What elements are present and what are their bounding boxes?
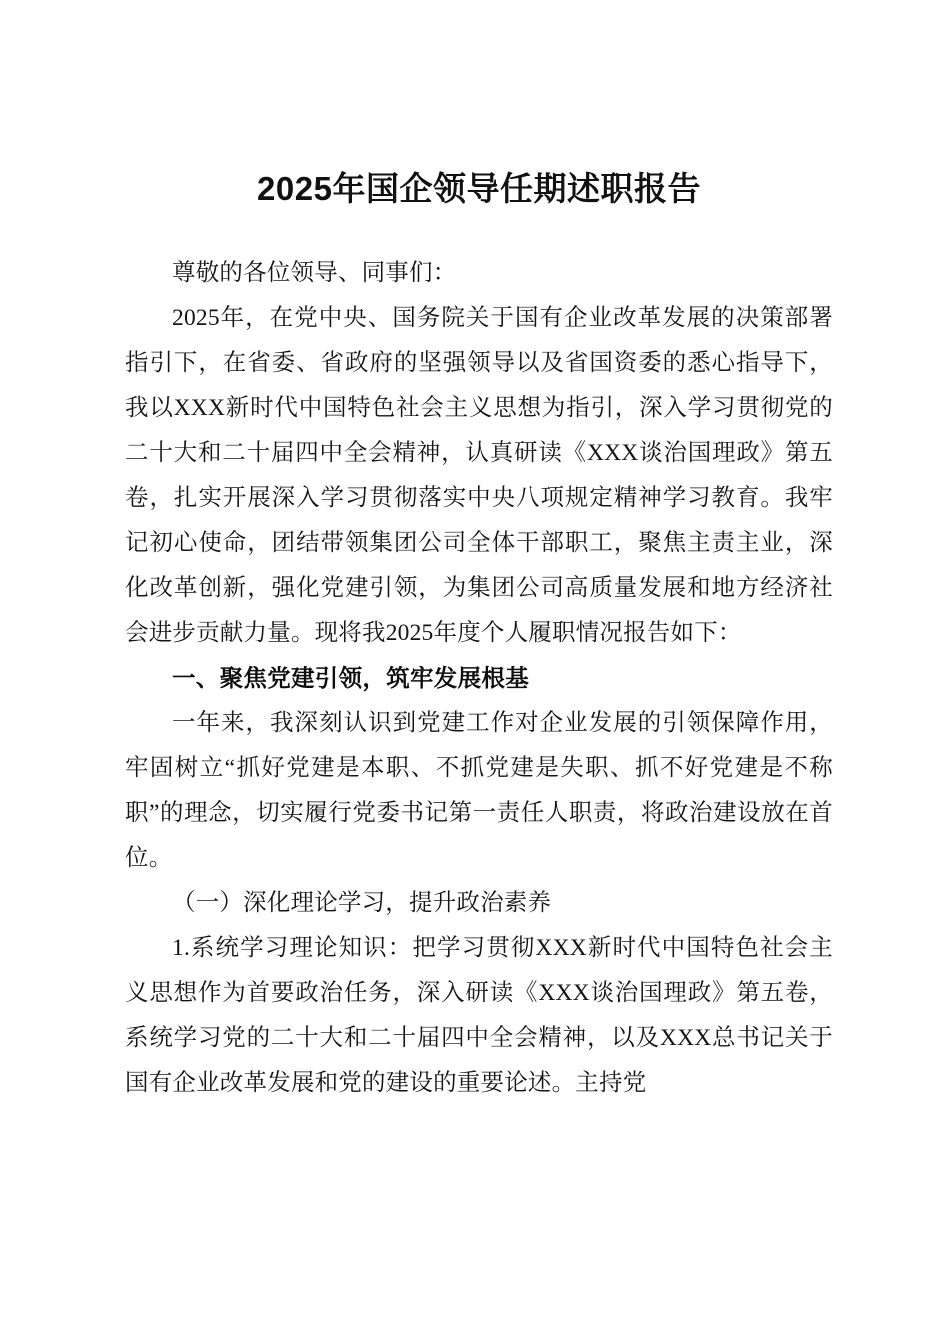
- section-one-paragraph: 一年来，我深刻认识到党建工作对企业发展的引领保障作用，牢固树立“抓好党建是本职、不抓党建是失职、抓不好党建是不称职”的理念，切实履行党委书记第一责任人职责，将政治建设放在首位。: [125, 710, 833, 871]
- sub-heading-one-a: （一）深化理论学习，提升政治素养: [172, 890, 552, 916]
- numbered-item-one: 1.系统学习理论知识：把学习贯彻XXX新时代中国特色社会主义思想作为首要政治任务，深入研读《XXX谈治国理政》第五卷，系统学习党的二十大和二十届四中全会精神，以及XXX总书记关于国有企业改革发展和党的建设的重要论述。主持党: [125, 935, 833, 1096]
- section-heading-one: 一、聚焦党建引领，筑牢发展根基: [172, 665, 529, 691]
- document-content: [125, 0, 833, 1106]
- salutation: 尊敬的各位领导、同事们：: [172, 260, 457, 286]
- page-title: 2025年国企领导任期述职报告: [257, 170, 701, 207]
- opening-paragraph: 2025年，在党中央、国务院关于国有企业改革发展的决策部署指引下，在省委、省政府的坚强领导以及省国资委的悉心指导下，我以XXX新时代中国特色社会主义思想为指引，深入学习贯彻党的二十大和二十届四中全会精神，认真研读《XXX谈治国理政》第五卷，扎实开展深入学习贯彻落实中央八项规定精神学习教育。我牢记初心使命，团结带领集团公司全体干部职工，聚焦主责主业，深化改革创新，强化党建引领，为集团公司高质量发展和地方经济社会进步贡献力量。现将我2025年度个人履职情况报告如下：: [125, 305, 833, 646]
- document-body: [125, 205, 833, 1106]
